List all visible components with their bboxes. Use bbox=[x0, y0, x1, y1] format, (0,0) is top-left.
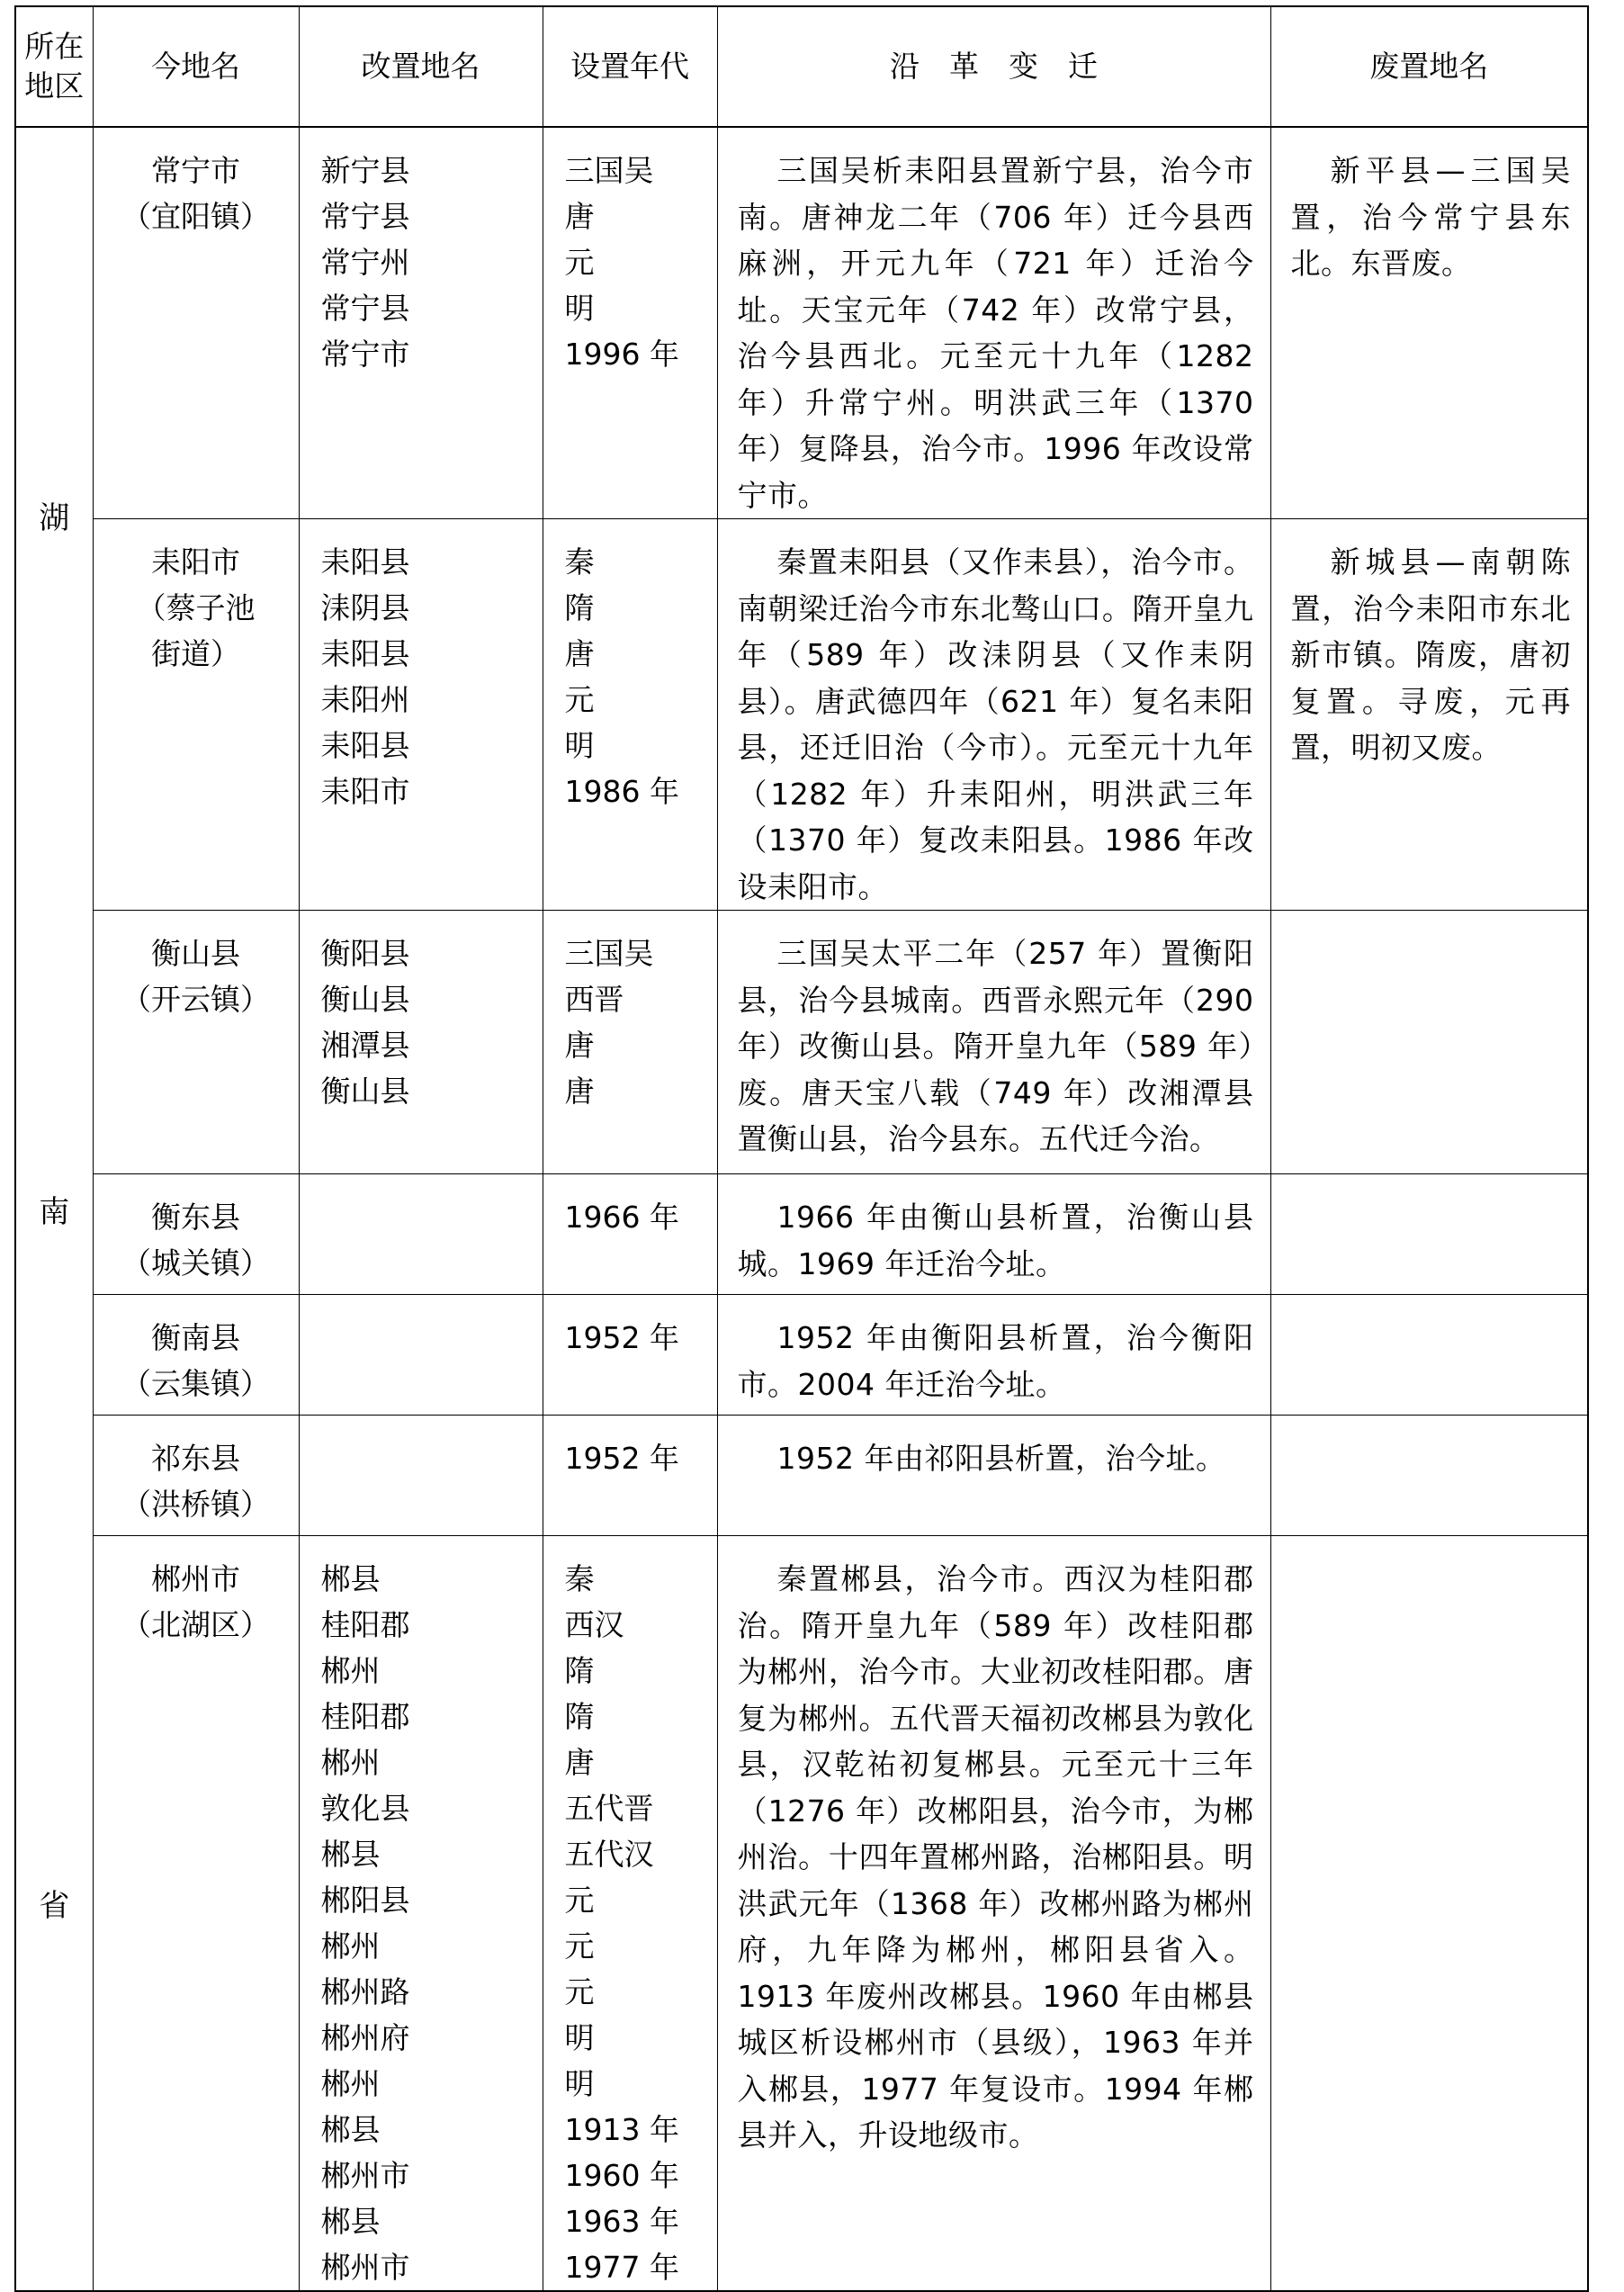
header-region-line2: 地区 bbox=[24, 68, 85, 103]
list-entry: 郴州 bbox=[320, 1928, 381, 1964]
list-entry: 常宁州 bbox=[320, 245, 410, 280]
header-region bbox=[15, 6, 93, 127]
list-entry: 郴县 bbox=[320, 2112, 381, 2147]
table-row bbox=[15, 1536, 1588, 2292]
header-abolished: 废置地名 bbox=[1270, 6, 1588, 127]
list-entry: 郴州 bbox=[320, 1745, 381, 1780]
list-entry: 郴州 bbox=[320, 1653, 381, 1688]
place-name-table bbox=[14, 5, 1589, 2292]
list-entry: 耒阳县 bbox=[320, 636, 410, 671]
header-former-name: 改置地名 bbox=[299, 6, 543, 127]
gazetteer-sheet bbox=[14, 5, 1587, 2285]
list-entry: 敦化县 bbox=[320, 1791, 410, 1826]
current-name: 郴州市 bbox=[151, 1561, 240, 1596]
list-entry: 明 bbox=[564, 2066, 595, 2101]
current-seat: （开云镇） bbox=[121, 982, 270, 1017]
list-entry: 郴县 bbox=[320, 1837, 381, 1872]
abolished-cell: 新城县—南朝陈置，治今耒阳市东北新市镇。隋废，唐初复置。寻废，元再置，明初又废。 bbox=[1270, 519, 1588, 911]
current-seat: （云集镇） bbox=[121, 1366, 270, 1401]
list-entry: 明 bbox=[564, 291, 595, 326]
current-seat: （宜阳镇） bbox=[121, 199, 270, 234]
list-entry: 明 bbox=[564, 728, 595, 763]
list-entry: 唐 bbox=[564, 199, 595, 234]
eras-cell bbox=[543, 911, 717, 1174]
region-char: 湖 bbox=[39, 500, 70, 537]
table-row bbox=[15, 519, 1588, 911]
list-entry: 耒阳县 bbox=[320, 544, 410, 580]
abolished-cell bbox=[1270, 1174, 1588, 1295]
history-cell: 1952 年由衡阳县析置，治今衡阳市。2004 年迁治今址。 bbox=[717, 1295, 1270, 1416]
list-entry: 唐 bbox=[564, 1028, 595, 1063]
current-seat bbox=[94, 585, 299, 677]
eras-cell bbox=[543, 1416, 717, 1536]
list-entry: 唐 bbox=[564, 1745, 595, 1780]
list-entry: 耒阳市 bbox=[320, 774, 410, 809]
list-entry: 西汉 bbox=[564, 1607, 624, 1642]
current-seat-line2: 街道） bbox=[151, 636, 240, 671]
former-names-cell bbox=[299, 1536, 543, 2292]
region-char: 南 bbox=[39, 1193, 70, 1230]
header-region-line1: 所在 bbox=[24, 29, 85, 64]
eras-cell bbox=[543, 1536, 717, 2292]
list-entry: 耒阳州 bbox=[320, 682, 410, 717]
abolished-cell bbox=[1270, 1295, 1588, 1416]
list-entry: 郴州 bbox=[320, 2066, 381, 2101]
list-entry: 衡阳县 bbox=[320, 936, 410, 971]
current-name: 衡山县 bbox=[151, 936, 240, 971]
list-entry: 唐 bbox=[564, 636, 595, 671]
current-name-cell bbox=[93, 519, 299, 911]
list-entry: 隋 bbox=[564, 1653, 595, 1688]
table-row bbox=[15, 1174, 1588, 1295]
list-entry: 元 bbox=[564, 682, 595, 717]
history-cell: 三国吴析耒阳县置新宁县，治今市南。唐神龙二年（706 年）迁今县西麻洲，开元九年（721 年）迁治今址。天宝元年（742 年）改常宁县，治今县西北。元至元十九年（1282 年）升常宁州。明洪武三年（1370 年）复降县，治今市。1996 年改设常宁市。 bbox=[717, 127, 1270, 519]
region-char: 省 bbox=[39, 1887, 70, 1924]
header-current-name: 今地名 bbox=[93, 6, 299, 127]
current-name-cell bbox=[93, 1174, 299, 1295]
list-entry: 元 bbox=[564, 1928, 595, 1964]
table-row bbox=[15, 1295, 1588, 1416]
list-entry: 1952 年 bbox=[564, 1320, 679, 1355]
list-entry: 1977 年 bbox=[564, 2250, 679, 2285]
current-name-cell bbox=[93, 1536, 299, 2292]
list-entry: 郴州市 bbox=[320, 2158, 410, 2193]
table-row bbox=[15, 911, 1588, 1174]
list-entry: 常宁市 bbox=[320, 337, 410, 372]
list-entry: 湘潭县 bbox=[320, 1028, 410, 1063]
list-entry: 唐 bbox=[564, 1074, 595, 1109]
abolished-cell: 新平县—三国吴置，治今常宁县东北。东晋废。 bbox=[1270, 127, 1588, 519]
former-names-cell bbox=[299, 1174, 543, 1295]
list-entry: 五代晋 bbox=[564, 1791, 654, 1826]
list-entry: 五代汉 bbox=[564, 1837, 654, 1872]
header-era: 设置年代 bbox=[543, 6, 717, 127]
list-entry: 常宁县 bbox=[320, 291, 410, 326]
eras-cell bbox=[543, 1174, 717, 1295]
current-name-cell bbox=[93, 1295, 299, 1416]
eras-cell bbox=[543, 127, 717, 519]
history-cell: 秦置郴县，治今市。西汉为桂阳郡治。隋开皇九年（589 年）改桂阳郡为郴州，治今市。大业初改桂阳郡。唐复为郴州。五代晋天福初改郴县为敦化县，汉乾祐初复郴县。元至元十三年（1276 年）改郴阳县，治今市，为郴州治。十四年置郴州路，治郴阳县。明洪武元年（1368 年）改郴州路为郴州府，九年降为郴州，郴阳县省入。1913 年废州改郴县。1960 年由郴县城区析设郴州市（县级），1963 年并入郴县，1977 年复设市。1994 年郴县并入，升设地级市。 bbox=[717, 1536, 1270, 2292]
abolished-cell bbox=[1270, 1416, 1588, 1536]
abolished-cell bbox=[1270, 1536, 1588, 2292]
history-cell: 1952 年由祁阳县析置，治今址。 bbox=[717, 1416, 1270, 1536]
current-name-cell bbox=[93, 127, 299, 519]
header-row bbox=[15, 6, 1588, 127]
eras-cell bbox=[543, 1295, 717, 1416]
former-names-cell bbox=[299, 1416, 543, 1536]
list-entry: 郴县 bbox=[320, 1561, 381, 1596]
list-entry: 1986 年 bbox=[564, 774, 679, 809]
list-entry: 1913 年 bbox=[564, 2112, 679, 2147]
table-row bbox=[15, 127, 1588, 519]
former-names-cell bbox=[299, 519, 543, 911]
history-cell: 三国吴太平二年（257 年）置衡阳县，治今县城南。西晋永熙元年（290 年）改衡山县。隋开皇九年（589 年）废。唐天宝八载（749 年）改湘潭县置衡山县，治今县东。五代迁今治。 bbox=[717, 911, 1270, 1174]
list-entry: 郴州路 bbox=[320, 1974, 410, 2009]
current-name: 衡东县 bbox=[151, 1200, 240, 1235]
list-entry: 三国吴 bbox=[564, 153, 654, 188]
list-entry: 郴州府 bbox=[320, 2020, 410, 2055]
list-entry: 常宁县 bbox=[320, 199, 410, 234]
list-entry: 洡阴县 bbox=[320, 590, 410, 625]
former-names-cell bbox=[299, 911, 543, 1174]
list-entry: 元 bbox=[564, 1883, 595, 1918]
list-entry: 隋 bbox=[564, 590, 595, 625]
list-entry: 西晋 bbox=[564, 982, 624, 1017]
abolished-cell bbox=[1270, 911, 1588, 1174]
list-entry: 1960 年 bbox=[564, 2158, 679, 2193]
list-entry: 1966 年 bbox=[564, 1200, 679, 1235]
former-names-cell bbox=[299, 127, 543, 519]
list-entry: 桂阳郡 bbox=[320, 1607, 410, 1642]
eras-cell bbox=[543, 519, 717, 911]
list-entry: 1996 年 bbox=[564, 337, 679, 372]
list-entry: 耒阳县 bbox=[320, 728, 410, 763]
current-seat-line1: （蔡子池 bbox=[136, 590, 256, 625]
list-entry: 衡山县 bbox=[320, 982, 410, 1017]
region-cell bbox=[15, 127, 93, 2291]
current-seat: （洪桥镇） bbox=[121, 1487, 270, 1522]
list-entry: 桂阳郡 bbox=[320, 1699, 410, 1734]
list-entry: 秦 bbox=[564, 544, 595, 580]
list-entry: 明 bbox=[564, 2020, 595, 2055]
list-entry: 1963 年 bbox=[564, 2204, 679, 2239]
list-entry: 隋 bbox=[564, 1699, 595, 1734]
list-entry: 郴州市 bbox=[320, 2250, 410, 2285]
history-cell: 1966 年由衡山县析置，治衡山县城。1969 年迁治今址。 bbox=[717, 1174, 1270, 1295]
history-cell: 秦置耒阳县（又作耒县），治今市。南朝梁迁治今市东北骜山口。隋开皇九年（589 年）改洡阴县（又作耒阴县）。唐武德四年（621 年）复名耒阳县，还迁旧治（今市）。元至元十九年（1282 年）升耒阳州，明洪武三年（1370 年）复改耒阳县。1986 年改设耒阳市。 bbox=[717, 519, 1270, 911]
former-names-cell bbox=[299, 1295, 543, 1416]
current-name: 耒阳市 bbox=[151, 544, 240, 580]
current-seat: （北湖区） bbox=[121, 1607, 270, 1642]
list-entry: 元 bbox=[564, 245, 595, 280]
list-entry: 衡山县 bbox=[320, 1074, 410, 1109]
list-entry: 元 bbox=[564, 1974, 595, 2009]
header-history: 沿 革 变 迁 bbox=[717, 6, 1270, 127]
current-name-cell bbox=[93, 911, 299, 1174]
table-body bbox=[15, 127, 1588, 2291]
list-entry: 新宁县 bbox=[320, 153, 410, 188]
current-name: 衡南县 bbox=[151, 1320, 240, 1355]
current-name-cell bbox=[93, 1416, 299, 1536]
current-seat: （城关镇） bbox=[121, 1245, 270, 1281]
current-name: 常宁市 bbox=[151, 153, 240, 188]
list-entry: 三国吴 bbox=[564, 936, 654, 971]
list-entry: 郴阳县 bbox=[320, 1883, 410, 1918]
table-row bbox=[15, 1416, 1588, 1536]
list-entry: 1952 年 bbox=[564, 1441, 679, 1476]
current-name: 祁东县 bbox=[151, 1441, 240, 1476]
list-entry: 秦 bbox=[564, 1561, 595, 1596]
list-entry: 郴县 bbox=[320, 2204, 381, 2239]
